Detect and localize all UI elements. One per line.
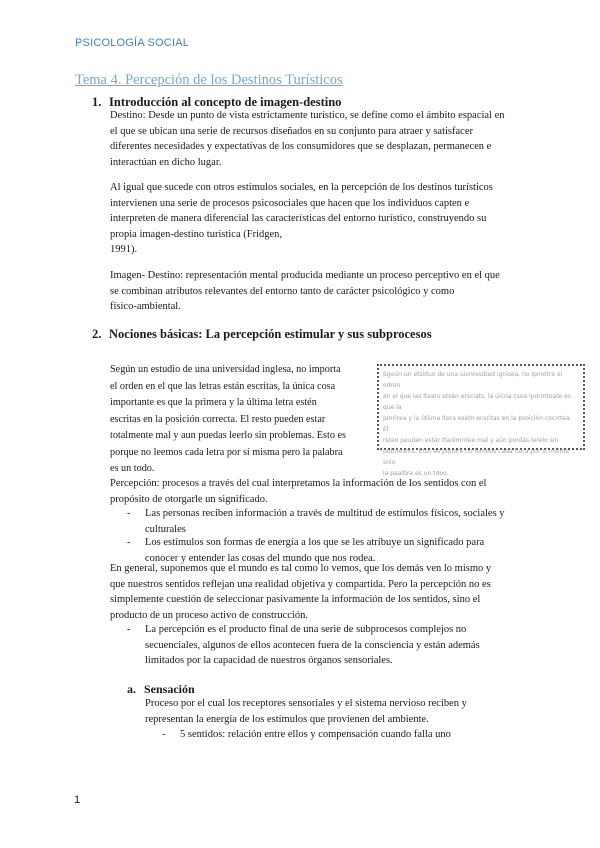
section-2-heading [92, 327, 432, 342]
text-line: conocer y entender las cosas del mundo que nos rodea. [145, 552, 376, 564]
bullet-dash: - [127, 624, 131, 635]
bullet-text [145, 622, 505, 669]
text-line: Destino: Desde un punto de vista estrictamente turístico, se define como el ámbito espacial en [110, 110, 505, 121]
text-line: producto de un proceso activo de construcción. [110, 609, 308, 621]
text-line: Imagen- Destino: representación mental producida mediante un proceso perceptivo en el que [110, 270, 500, 281]
text-line: propósito de otorgarle un significado. [110, 493, 268, 505]
text-line: Al igual que sucede con otros estímulos sociales, en la percepción de los destinos turísticos [110, 182, 493, 193]
chapter-title: Tema 4. Percepción de los Destinos Turísticos [75, 72, 343, 88]
text-line: culturales [145, 523, 186, 535]
text-line: Sgeún un etsiduo de una uivnresdiad ignlsea, no ipmotra el odren [383, 371, 563, 389]
bullet-text [145, 506, 505, 537]
text-line: 1991). [110, 244, 138, 255]
bullet-dash: - [162, 729, 166, 740]
text-line: simplemente cuestión de seleccionar pasivamente la información de los sentidos, sino el [110, 594, 481, 605]
subsection-letter: a. [127, 682, 136, 696]
bullet-dash: - [127, 537, 131, 548]
page-number: 1 [74, 794, 81, 806]
text-line: diferentes necesidades y expectativas de los consumidores que se desplazan, permanecen e [110, 141, 492, 152]
running-header: PSICOLOGÍA SOCIAL [75, 37, 190, 49]
section-2-title: Nociones básicas: La percepción estimular y sus subprocesos [109, 327, 432, 341]
percepcion-definition [110, 476, 530, 507]
text-line: pobrleams. Etso es pquore no lemeos cada ltera por sí msima snio [383, 448, 569, 466]
text-line: limitados por la capacidad de nuestros órganos sensoriales. [145, 655, 393, 666]
text-line: interactúan en dicho lugar. [110, 156, 222, 168]
text-line: secuenciales, algunos de ellos acontecen fuera de la consciencia y están además [145, 639, 480, 651]
text-line: escritas en la posición correcta. El resto pueden estar [110, 413, 326, 425]
text-line: pmrirea y la útlima ltera esétn ecsritas en la psoición cocrrtea. El [383, 415, 572, 433]
bullet-text: 5 sentidos: relación entre ellos y compensación cuando falla uno [180, 729, 451, 740]
imagen-destino-definition [110, 268, 530, 315]
text-line: el orden en el que las letras están escritas, la única cosa [110, 380, 336, 392]
scrambled-text-box [377, 364, 585, 477]
general-paragraph [110, 561, 530, 623]
text-line: que nuestros sentidos reflejan una realidad objetiva y compartida. Pero la percepción no es [110, 578, 491, 590]
text-line: representan la energía de los estímulos que provienen del ambiente. [145, 713, 429, 725]
sensacion-definition [145, 696, 545, 727]
text-line: se combinan atributos relevantes del entorno tanto de carácter psicológico y como [110, 285, 455, 297]
text-line: el que se ubican una serie de recursos diseñados en su conjunto para atraer y satisfacer [110, 125, 473, 137]
section-1-number: 1. [92, 95, 102, 109]
subsection-a-heading [127, 682, 195, 697]
destino-definition [110, 108, 530, 170]
text-line: intervienen una serie de procesos psicosociales que hacen que los individuos capten e [110, 197, 470, 209]
text-line: porque no leemos cada letra por sí misma pero la palabra [110, 446, 343, 458]
text-line: Proceso por el cual los receptores sensoriales y el sistema nervioso reciben y [145, 698, 467, 709]
section-2-number: 2. [92, 327, 102, 341]
text-line: propia imagen-destino turística (Fridgen, [110, 228, 283, 240]
text-line: es un todo. [110, 463, 155, 474]
text-line: interpreten de manera diferencial las características del entorno turístico, construyendo su [110, 213, 487, 224]
bullet-dash: - [127, 508, 131, 519]
text-line: rsteo peuden estar ttaolmntee mal y aún pordás lerelo sin [383, 437, 559, 444]
text-line: Los estímulos son formas de energía a los que se les atribuye un significado para [145, 537, 485, 548]
section-1-title: Introducción al concepto de imagen-destino [109, 95, 342, 109]
text-line: en el que las ltears etsán ersciats, la úicna csoa ipormtnate es que la [383, 393, 571, 411]
text-line: físico-ambiental. [110, 301, 181, 312]
text-line: Percepción: procesos a través del cual interpretamos la información de los sentidos con el [110, 478, 487, 489]
text-line: Las personas reciben información a través de multitud de estímulos físicos, sociales y [145, 508, 505, 519]
text-line: importante es que la primera y la última letra estén [110, 397, 317, 408]
subsection-title: Sensación [144, 682, 195, 696]
text-line: En general, suponemos que el mundo es tal como lo vemos, que los demás ven lo mismo y [110, 563, 492, 574]
text-line: La percepción es el producto final de una serie de subprocesos complejos no [145, 624, 467, 635]
text-line: totalmente mal y aun puedas leerlo sin problemas. Esto es [110, 430, 346, 441]
text-line: Según un estudio de una universidad inglesa, no importa [110, 364, 341, 375]
text-line: la paalbra es un tdoo. [383, 470, 449, 477]
study-paragraph [110, 362, 372, 478]
psychosocial-paragraph [110, 180, 530, 258]
